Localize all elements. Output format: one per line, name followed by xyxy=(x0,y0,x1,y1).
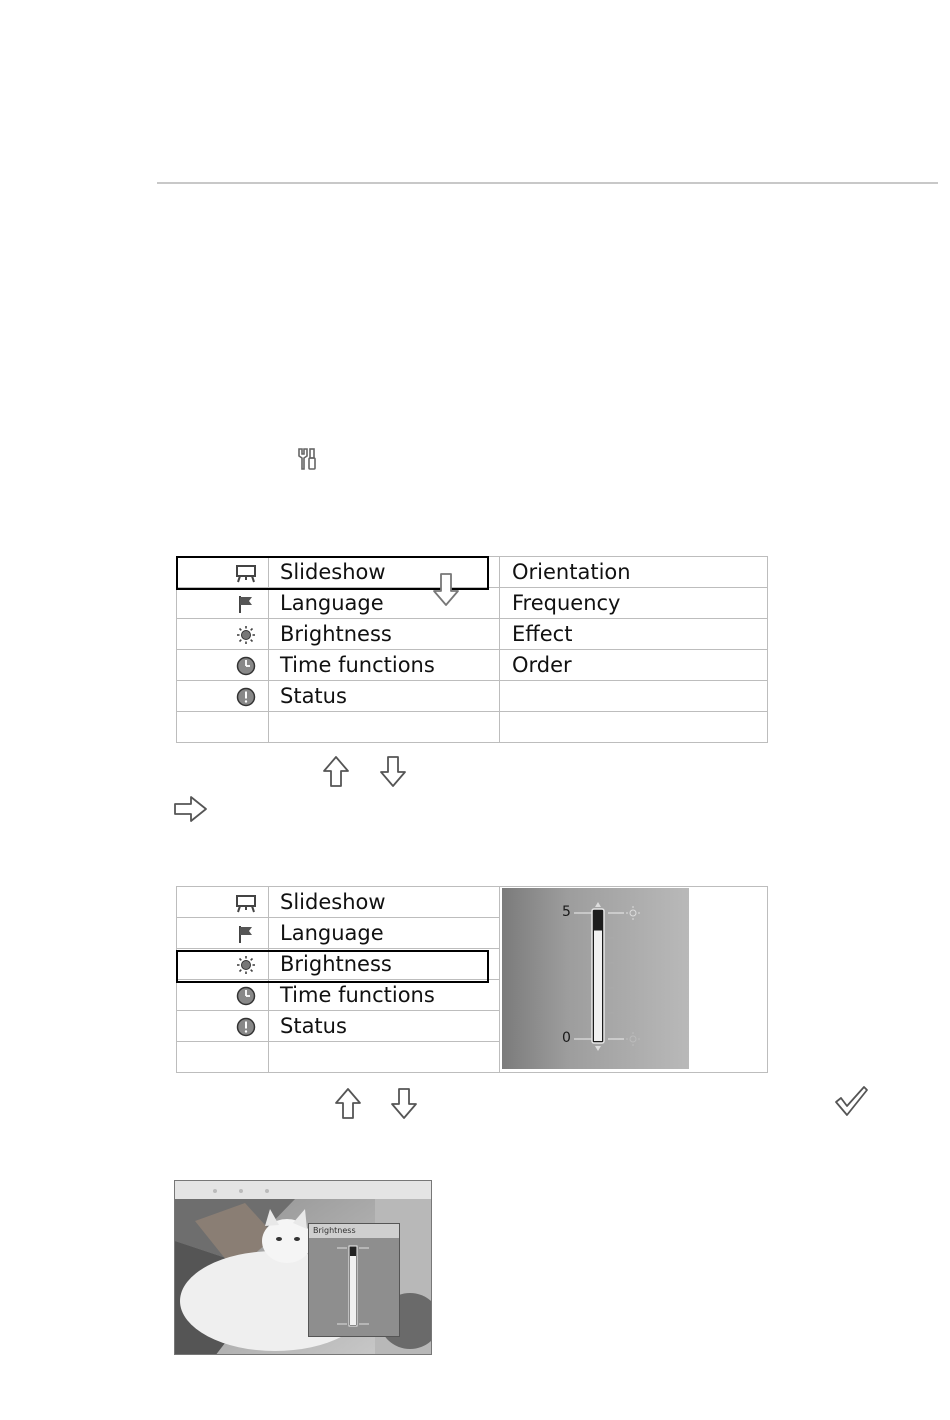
settings-tools-icon xyxy=(295,446,321,472)
menu-icon-cell xyxy=(177,650,269,681)
clock-icon xyxy=(235,656,257,676)
flag-icon xyxy=(235,594,257,614)
empty-cell xyxy=(177,712,269,743)
empty-cell xyxy=(500,712,768,743)
menu-row-language[interactable] xyxy=(177,588,768,619)
status-icon xyxy=(235,1017,257,1037)
menu-item-label: Status xyxy=(269,681,500,712)
flag-icon xyxy=(235,924,257,944)
menu-icon-cell xyxy=(177,980,269,1011)
menu-item-label: Slideshow xyxy=(269,887,500,918)
down-arrow-icon xyxy=(379,755,407,789)
sun-icon xyxy=(626,906,640,920)
menu-row-brightness[interactable] xyxy=(177,619,768,650)
menu-item-label: Language xyxy=(269,588,500,619)
menu-icon-cell xyxy=(177,887,269,918)
checkmark-icon xyxy=(833,1084,869,1120)
down-arrow-icon xyxy=(390,1087,418,1121)
empty-cell xyxy=(177,1042,269,1073)
popup-title: Brightness xyxy=(309,1224,399,1238)
popup-slider xyxy=(309,1238,399,1334)
menu-row-status[interactable] xyxy=(177,681,768,712)
up-arrow-icon xyxy=(334,1087,362,1121)
device-screen-photo xyxy=(174,1180,432,1355)
selection-highlight xyxy=(176,950,489,983)
menu-row-time-functions[interactable] xyxy=(177,650,768,681)
menu-icon-cell xyxy=(177,588,269,619)
menu-icon-cell xyxy=(177,918,269,949)
up-arrow-icon xyxy=(322,755,350,789)
sun-icon xyxy=(626,1032,640,1046)
menu-item-label: Time functions xyxy=(269,650,500,681)
status-icon xyxy=(235,687,257,707)
brightness-slider-panel[interactable] xyxy=(502,888,689,1069)
menu-item-label: Time functions xyxy=(269,980,500,1011)
menu-icon-cell xyxy=(177,1011,269,1042)
empty-cell xyxy=(269,1042,500,1073)
menu-item-label: Brightness xyxy=(269,949,500,980)
clock-icon xyxy=(235,986,257,1006)
sun-icon xyxy=(235,625,257,645)
menu-item-label: Slideshow xyxy=(269,557,500,588)
brightness-slider[interactable] xyxy=(502,888,689,1069)
max-level-label: 5 xyxy=(562,904,571,920)
slider-fill xyxy=(594,931,602,1042)
header-rule xyxy=(157,182,938,184)
submenu-item-label[interactable]: Orientation xyxy=(500,557,768,588)
submenu-item-label[interactable]: Effect xyxy=(500,619,768,650)
submenu-item-label xyxy=(500,681,768,712)
menu-icon-cell xyxy=(177,681,269,712)
slideshow-icon xyxy=(235,893,257,913)
menu-row-empty xyxy=(177,712,768,743)
right-arrow-icon xyxy=(173,795,209,823)
empty-cell xyxy=(269,712,500,743)
menu-item-label: Brightness xyxy=(269,619,500,650)
submenu-item-label[interactable]: Frequency xyxy=(500,588,768,619)
down-arrow-icon xyxy=(431,572,461,608)
submenu-item-label[interactable]: Order xyxy=(500,650,768,681)
brightness-popup xyxy=(308,1223,400,1337)
menu-icon-cell xyxy=(177,619,269,650)
menu-item-label: Language xyxy=(269,918,500,949)
menu-item-label: Status xyxy=(269,1011,500,1042)
min-level-label: 0 xyxy=(562,1030,571,1046)
